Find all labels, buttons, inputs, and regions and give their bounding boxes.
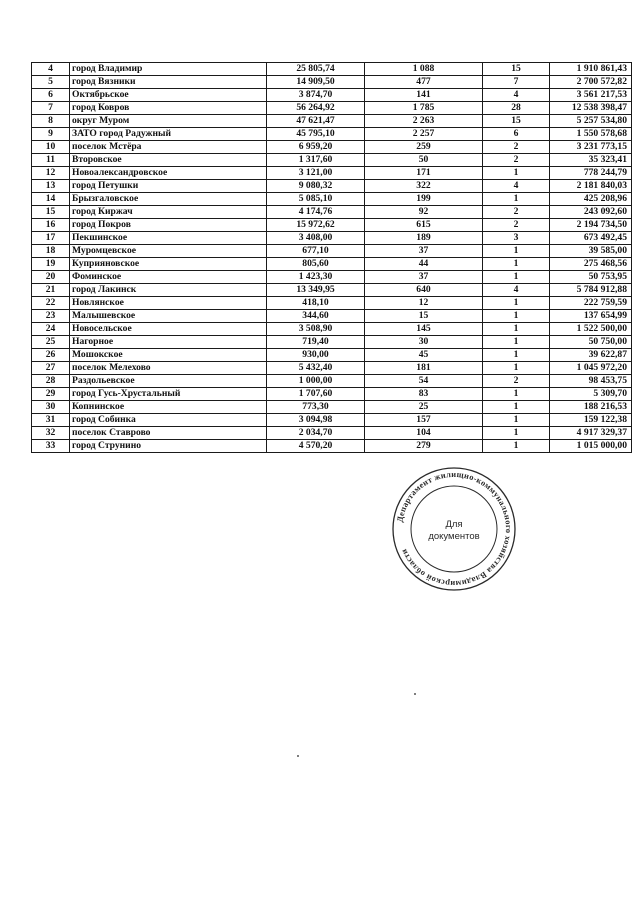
- row-number-cell: 20: [32, 271, 70, 284]
- units-value-cell: 1: [483, 193, 550, 206]
- table-row: [32, 76, 632, 89]
- table-row: [32, 180, 632, 193]
- count-value-cell: 44: [365, 258, 483, 271]
- row-number-cell: 18: [32, 245, 70, 258]
- count-value-cell: 12: [365, 297, 483, 310]
- units-value-cell: 15: [483, 115, 550, 128]
- row-number-cell: 7: [32, 102, 70, 115]
- amount-value-cell: 98 453,75: [550, 375, 632, 388]
- municipal-data-table: [31, 62, 632, 453]
- count-value-cell: 259: [365, 141, 483, 154]
- row-number-cell: 28: [32, 375, 70, 388]
- amount-value-cell: 1 550 578,68: [550, 128, 632, 141]
- table-row: [32, 63, 632, 76]
- municipality-name-cell: Октябрьское: [70, 89, 267, 102]
- count-value-cell: 279: [365, 440, 483, 453]
- amount-value-cell: 425 208,96: [550, 193, 632, 206]
- area-value-cell: 3 094,98: [267, 414, 365, 427]
- table-row: [32, 232, 632, 245]
- municipality-name-cell: Мошокское: [70, 349, 267, 362]
- amount-value-cell: 1 045 972,20: [550, 362, 632, 375]
- row-number-cell: 16: [32, 219, 70, 232]
- row-number-cell: 33: [32, 440, 70, 453]
- municipality-name-cell: Малышевское: [70, 310, 267, 323]
- area-value-cell: 418,10: [267, 297, 365, 310]
- count-value-cell: 37: [365, 245, 483, 258]
- units-value-cell: 1: [483, 362, 550, 375]
- amount-value-cell: 275 468,56: [550, 258, 632, 271]
- municipality-name-cell: Фоминское: [70, 271, 267, 284]
- count-value-cell: 199: [365, 193, 483, 206]
- units-value-cell: 6: [483, 128, 550, 141]
- count-value-cell: 45: [365, 349, 483, 362]
- municipality-name-cell: Нагорное: [70, 336, 267, 349]
- count-value-cell: 37: [365, 271, 483, 284]
- area-value-cell: 56 264,92: [267, 102, 365, 115]
- amount-value-cell: 1 522 500,00: [550, 323, 632, 336]
- count-value-cell: 157: [365, 414, 483, 427]
- count-value-cell: 189: [365, 232, 483, 245]
- row-number-cell: 6: [32, 89, 70, 102]
- table-row: [32, 323, 632, 336]
- amount-value-cell: 673 492,45: [550, 232, 632, 245]
- area-value-cell: 344,60: [267, 310, 365, 323]
- row-number-cell: 30: [32, 401, 70, 414]
- area-value-cell: 719,40: [267, 336, 365, 349]
- units-value-cell: 1: [483, 310, 550, 323]
- units-value-cell: 1: [483, 414, 550, 427]
- table-row: [32, 167, 632, 180]
- municipality-name-cell: город Ковров: [70, 102, 267, 115]
- area-value-cell: 5 432,40: [267, 362, 365, 375]
- municipality-name-cell: поселок Ставрово: [70, 427, 267, 440]
- units-value-cell: 2: [483, 154, 550, 167]
- units-value-cell: 2: [483, 141, 550, 154]
- municipality-name-cell: город Петушки: [70, 180, 267, 193]
- units-value-cell: 7: [483, 76, 550, 89]
- count-value-cell: 477: [365, 76, 483, 89]
- units-value-cell: 1: [483, 258, 550, 271]
- units-value-cell: 1: [483, 401, 550, 414]
- area-value-cell: 930,00: [267, 349, 365, 362]
- table-row: [32, 440, 632, 453]
- area-value-cell: 1 317,60: [267, 154, 365, 167]
- amount-value-cell: 5 784 912,88: [550, 284, 632, 297]
- table-row: [32, 102, 632, 115]
- table-row: [32, 297, 632, 310]
- table-row: [32, 284, 632, 297]
- row-number-cell: 27: [32, 362, 70, 375]
- count-value-cell: 30: [365, 336, 483, 349]
- table-row: [32, 375, 632, 388]
- units-value-cell: 4: [483, 89, 550, 102]
- table-row: [32, 219, 632, 232]
- municipality-name-cell: округ Муром: [70, 115, 267, 128]
- municipality-name-cell: Копнинское: [70, 401, 267, 414]
- amount-value-cell: 1 910 861,43: [550, 63, 632, 76]
- table-row: [32, 349, 632, 362]
- count-value-cell: 2 257: [365, 128, 483, 141]
- amount-value-cell: 222 759,59: [550, 297, 632, 310]
- stamp-ring-text: Департамент жилищно-коммунального хозяйства Владимирской области: [395, 469, 514, 589]
- area-value-cell: 47 621,47: [267, 115, 365, 128]
- count-value-cell: 322: [365, 180, 483, 193]
- count-value-cell: 1 785: [365, 102, 483, 115]
- row-number-cell: 29: [32, 388, 70, 401]
- count-value-cell: 50: [365, 154, 483, 167]
- row-number-cell: 32: [32, 427, 70, 440]
- municipality-name-cell: город Собинка: [70, 414, 267, 427]
- area-value-cell: 1 423,30: [267, 271, 365, 284]
- area-value-cell: 773,30: [267, 401, 365, 414]
- count-value-cell: 2 263: [365, 115, 483, 128]
- row-number-cell: 26: [32, 349, 70, 362]
- amount-value-cell: 3 561 217,53: [550, 89, 632, 102]
- municipality-name-cell: город Покров: [70, 219, 267, 232]
- table-row: [32, 89, 632, 102]
- area-value-cell: 14 909,50: [267, 76, 365, 89]
- area-value-cell: 5 085,10: [267, 193, 365, 206]
- municipality-name-cell: Новлянское: [70, 297, 267, 310]
- units-value-cell: 1: [483, 388, 550, 401]
- scan-speck: [297, 755, 299, 757]
- area-value-cell: 13 349,95: [267, 284, 365, 297]
- amount-value-cell: 188 216,53: [550, 401, 632, 414]
- amount-value-cell: 5 257 534,80: [550, 115, 632, 128]
- amount-value-cell: 39 622,87: [550, 349, 632, 362]
- municipality-name-cell: город Струнино: [70, 440, 267, 453]
- amount-value-cell: 2 700 572,82: [550, 76, 632, 89]
- area-value-cell: 45 795,10: [267, 128, 365, 141]
- area-value-cell: 25 805,74: [267, 63, 365, 76]
- table-row: [32, 154, 632, 167]
- municipality-name-cell: город Лакинск: [70, 284, 267, 297]
- row-number-cell: 19: [32, 258, 70, 271]
- units-value-cell: 4: [483, 180, 550, 193]
- amount-value-cell: 4 917 329,37: [550, 427, 632, 440]
- units-value-cell: 1: [483, 167, 550, 180]
- count-value-cell: 92: [365, 206, 483, 219]
- count-value-cell: 181: [365, 362, 483, 375]
- amount-value-cell: 12 538 398,47: [550, 102, 632, 115]
- table-row: [32, 271, 632, 284]
- units-value-cell: 1: [483, 297, 550, 310]
- area-value-cell: 805,60: [267, 258, 365, 271]
- table-row: [32, 258, 632, 271]
- row-number-cell: 12: [32, 167, 70, 180]
- count-value-cell: 141: [365, 89, 483, 102]
- count-value-cell: 171: [365, 167, 483, 180]
- municipality-name-cell: город Владимир: [70, 63, 267, 76]
- count-value-cell: 15: [365, 310, 483, 323]
- municipality-name-cell: город Киржач: [70, 206, 267, 219]
- amount-value-cell: 2 194 734,50: [550, 219, 632, 232]
- table-row: [32, 427, 632, 440]
- row-number-cell: 31: [32, 414, 70, 427]
- area-value-cell: 1 000,00: [267, 375, 365, 388]
- area-value-cell: 4 570,20: [267, 440, 365, 453]
- amount-value-cell: 5 309,70: [550, 388, 632, 401]
- stamp-center-line-2: документов: [428, 531, 480, 542]
- area-value-cell: 15 972,62: [267, 219, 365, 232]
- amount-value-cell: 1 015 000,00: [550, 440, 632, 453]
- table-row: [32, 310, 632, 323]
- units-value-cell: 2: [483, 219, 550, 232]
- table-row: [32, 115, 632, 128]
- amount-value-cell: 50 750,00: [550, 336, 632, 349]
- municipality-name-cell: город Вязники: [70, 76, 267, 89]
- amount-value-cell: 35 323,41: [550, 154, 632, 167]
- units-value-cell: 2: [483, 206, 550, 219]
- municipality-name-cell: Куприяновское: [70, 258, 267, 271]
- count-value-cell: 615: [365, 219, 483, 232]
- row-number-cell: 22: [32, 297, 70, 310]
- row-number-cell: 15: [32, 206, 70, 219]
- area-value-cell: 677,10: [267, 245, 365, 258]
- area-value-cell: 3 874,70: [267, 89, 365, 102]
- units-value-cell: 1: [483, 440, 550, 453]
- amount-value-cell: 243 092,60: [550, 206, 632, 219]
- municipality-name-cell: Муромцевское: [70, 245, 267, 258]
- municipality-name-cell: Новоалександровское: [70, 167, 267, 180]
- count-value-cell: 104: [365, 427, 483, 440]
- amount-value-cell: 137 654,99: [550, 310, 632, 323]
- area-value-cell: 4 174,76: [267, 206, 365, 219]
- count-value-cell: 640: [365, 284, 483, 297]
- area-value-cell: 3 508,90: [267, 323, 365, 336]
- amount-value-cell: 50 753,95: [550, 271, 632, 284]
- row-number-cell: 4: [32, 63, 70, 76]
- table-row: [32, 414, 632, 427]
- amount-value-cell: 3 231 773,15: [550, 141, 632, 154]
- area-value-cell: 3 408,00: [267, 232, 365, 245]
- amount-value-cell: 39 585,00: [550, 245, 632, 258]
- row-number-cell: 25: [32, 336, 70, 349]
- area-value-cell: 9 080,32: [267, 180, 365, 193]
- units-value-cell: 15: [483, 63, 550, 76]
- table-body: [32, 63, 632, 453]
- table-row: [32, 401, 632, 414]
- table-row: [32, 128, 632, 141]
- department-stamp: [390, 465, 518, 593]
- area-value-cell: 2 034,70: [267, 427, 365, 440]
- row-number-cell: 9: [32, 128, 70, 141]
- municipality-name-cell: поселок Мстёра: [70, 141, 267, 154]
- count-value-cell: 83: [365, 388, 483, 401]
- row-number-cell: 21: [32, 284, 70, 297]
- units-value-cell: 4: [483, 284, 550, 297]
- units-value-cell: 1: [483, 245, 550, 258]
- units-value-cell: 2: [483, 375, 550, 388]
- municipality-name-cell: Новосельское: [70, 323, 267, 336]
- area-value-cell: 6 959,20: [267, 141, 365, 154]
- count-value-cell: 1 088: [365, 63, 483, 76]
- table-row: [32, 193, 632, 206]
- row-number-cell: 14: [32, 193, 70, 206]
- row-number-cell: 23: [32, 310, 70, 323]
- units-value-cell: 3: [483, 232, 550, 245]
- table-row: [32, 336, 632, 349]
- units-value-cell: 1: [483, 323, 550, 336]
- table-row: [32, 362, 632, 375]
- municipality-name-cell: поселок Мелехово: [70, 362, 267, 375]
- units-value-cell: 1: [483, 427, 550, 440]
- stamp-center-line-1: Для: [445, 519, 463, 530]
- row-number-cell: 8: [32, 115, 70, 128]
- table-row: [32, 245, 632, 258]
- scan-speck: [414, 693, 416, 695]
- table-row: [32, 206, 632, 219]
- units-value-cell: 1: [483, 336, 550, 349]
- row-number-cell: 13: [32, 180, 70, 193]
- units-value-cell: 1: [483, 349, 550, 362]
- municipality-name-cell: Раздольевское: [70, 375, 267, 388]
- municipality-name-cell: Второвское: [70, 154, 267, 167]
- municipality-name-cell: Брызгаловское: [70, 193, 267, 206]
- municipality-name-cell: ЗАТО город Радужный: [70, 128, 267, 141]
- row-number-cell: 24: [32, 323, 70, 336]
- table-row: [32, 141, 632, 154]
- amount-value-cell: 159 122,38: [550, 414, 632, 427]
- municipality-name-cell: город Гусь-Хрустальный: [70, 388, 267, 401]
- units-value-cell: 1: [483, 271, 550, 284]
- units-value-cell: 28: [483, 102, 550, 115]
- count-value-cell: 54: [365, 375, 483, 388]
- municipality-name-cell: Пекшинское: [70, 232, 267, 245]
- row-number-cell: 10: [32, 141, 70, 154]
- area-value-cell: 1 707,60: [267, 388, 365, 401]
- row-number-cell: 17: [32, 232, 70, 245]
- amount-value-cell: 2 181 840,03: [550, 180, 632, 193]
- row-number-cell: 5: [32, 76, 70, 89]
- count-value-cell: 25: [365, 401, 483, 414]
- count-value-cell: 145: [365, 323, 483, 336]
- amount-value-cell: 778 244,79: [550, 167, 632, 180]
- area-value-cell: 3 121,00: [267, 167, 365, 180]
- row-number-cell: 11: [32, 154, 70, 167]
- table-row: [32, 388, 632, 401]
